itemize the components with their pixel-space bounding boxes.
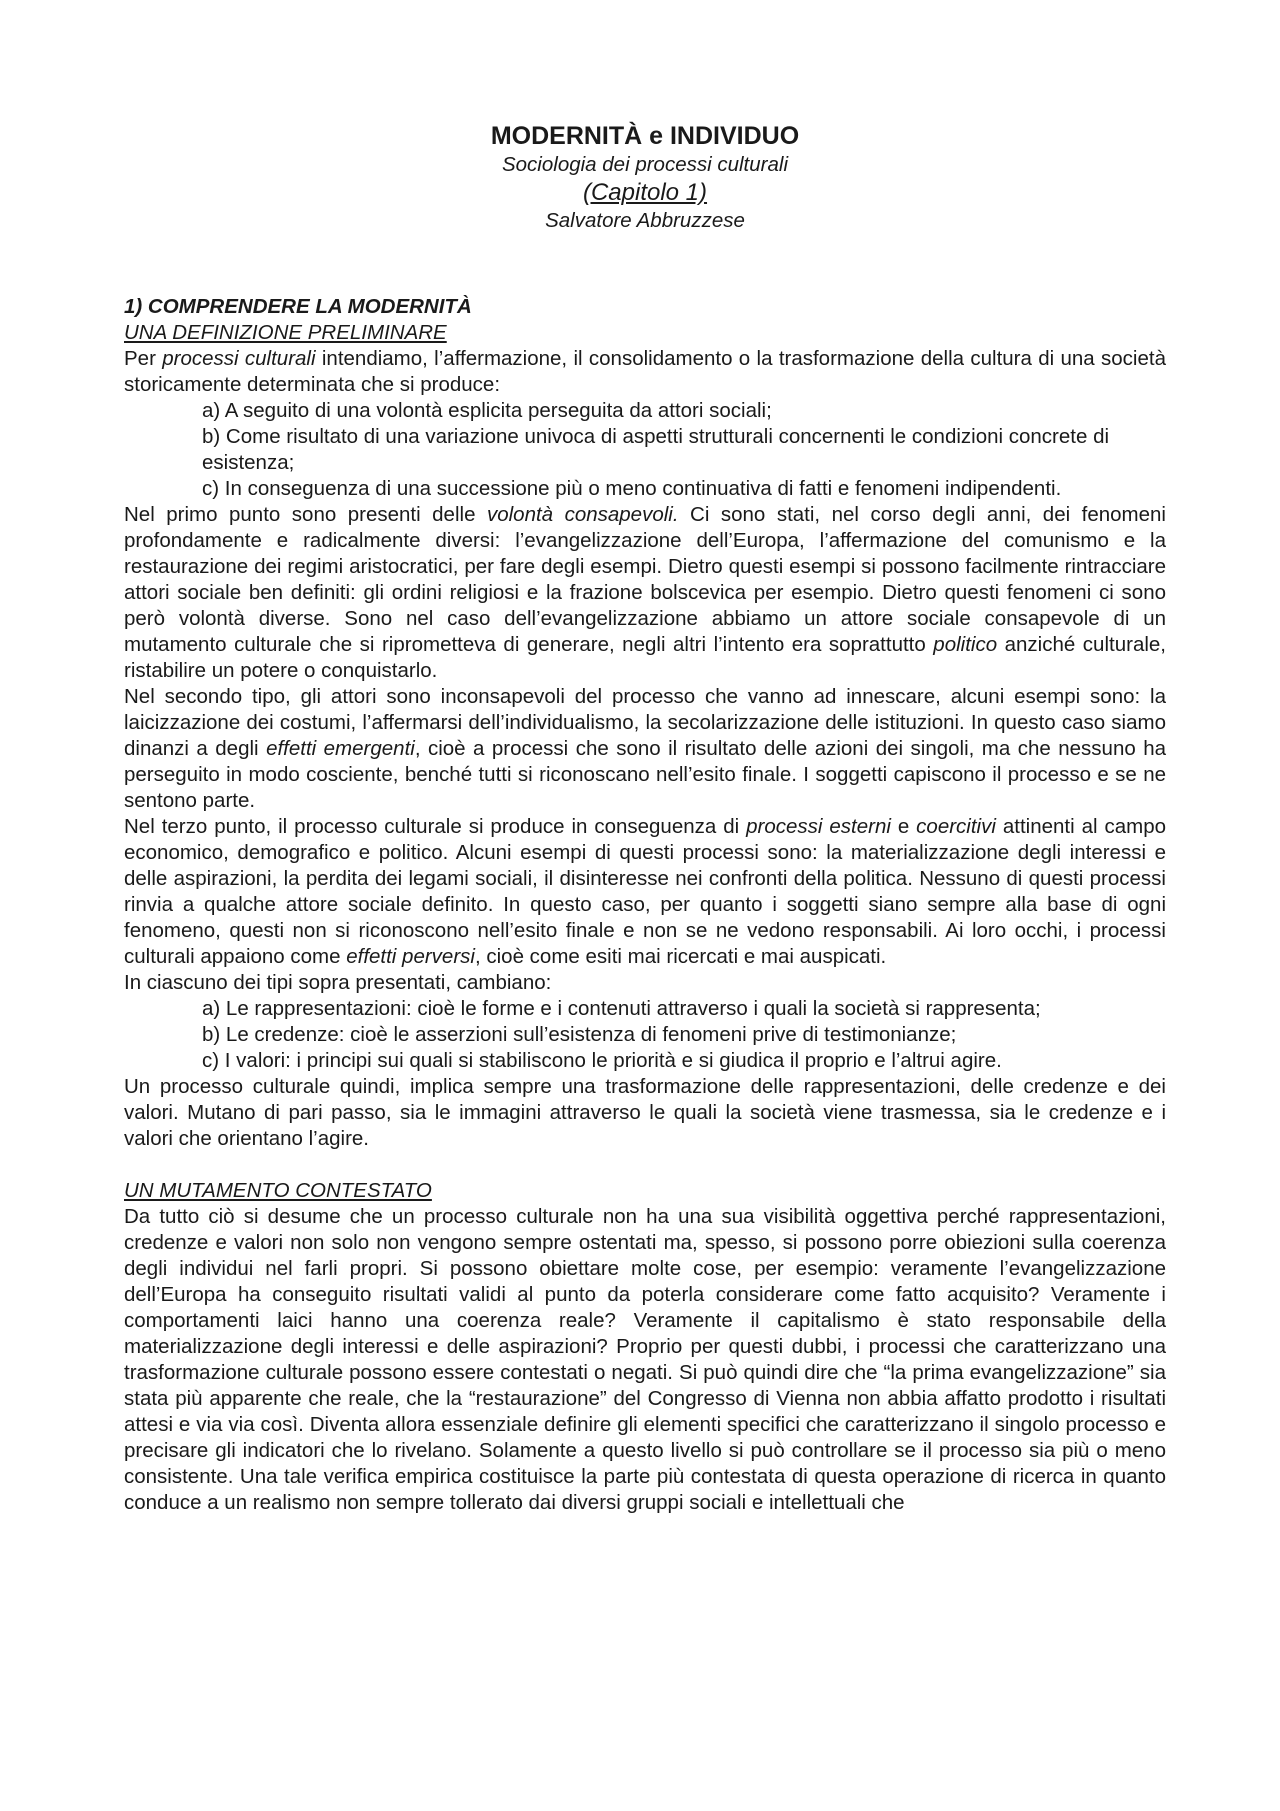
list-item: b) Come risultato di una variazione univoca di aspetti strutturali concernenti le condizioni concrete di esistenza;	[202, 425, 1110, 474]
paragraph-summary: Un processo culturale quindi, implica sempre una trasformazione delle rappresentazioni, delle credenze e dei valori. Mutano di pari passo, sia le immagini attraverso le quali la società viene trasmessa, sia le credenze e i valori che orientano l’agire.	[124, 1075, 1166, 1150]
paragraph-second-type: Nel secondo tipo, gli attori sono inconsapevoli del processo che vanno ad innescare, alcuni esempi sono: la laicizzazione dei costumi, l’affermarsi dell’individualismo, la secolarizzazione delle istituzioni. In questo caso siamo dinanzi a degli effetti emergenti, cioè a processi che sono il risultato delle azioni dei singoli, ma che nessuno ha perseguito in modo cosciente, benché tutti si riconoscano nell’esito finale. I soggetti capiscono il processo e se ne sentono parte.	[124, 685, 1167, 812]
document-header	[124, 120, 1166, 234]
paragraph-changes-intro: In ciascuno dei tipi sopra presentati, cambiano:	[124, 971, 552, 994]
subheading-contested-change: UN MUTAMENTO CONTESTATO	[124, 1179, 432, 1202]
chapter-label: (Capitolo 1)	[582, 179, 708, 206]
subheading-preliminary-definition: UNA DEFINIZIONE PRELIMINARE	[124, 321, 447, 344]
section-heading: 1) COMPRENDERE LA MODERNITÀ	[124, 295, 472, 318]
list-item: a) A seguito di una volontà esplicita perseguita da attori sociali;	[202, 399, 772, 422]
list-item: a) Le rappresentazioni: cioè le forme e i contenuti attraverso i quali la società si rappresenta;	[202, 997, 1041, 1020]
document-page	[124, 120, 1166, 1516]
list-item: c) In conseguenza di una successione più o meno continuativa di fatti e fenomeni indipendenti.	[202, 477, 1062, 500]
paragraph-third-type: Nel terzo punto, il processo culturale si produce in conseguenza di processi esterni e coercitivi attinenti al campo economico, demografico e politico. Alcuni esempi di questi processi sono: la materializzazione degli interessi e delle aspirazioni, la perdita dei legami sociali, il disinteresse nei confronti della politica. Nessuno di questi processi rinvia a qualche attore sociale definito. In questo caso, per quanto i soggetti siano sempre alla base di ogni fenomeno, questi non si riconoscono nell’esito finale e non se ne vedono responsabili. Ai loro occhi, i processi culturali appaiono come effetti perversi, cioè come esiti mai ricercati e mai auspicati.	[124, 815, 1167, 968]
paragraph-contested-change: Da tutto ciò si desume che un processo culturale non ha una sua visibilità oggettiva perché rappresentazioni, credenze e valori non solo non vengono sempre ostentati ma, spesso, si possono porre obiezioni sulla coerenza degli individui nel farli propri. Si possono obiettare molte cose, per esempio: veramente l’evangelizzazione dell’Europa ha conseguito risultati validi al punto da poterla considerare come fatto acquisito? Veramente i comportamenti laici hanno una coerenza reale? Veramente il capitalismo è stato responsabile della materializzazione degli interessi e delle aspirazioni? Proprio per questi dubbi, i processi che caratterizzano una trasformazione culturale possono essere contestati o negati. Si può quindi dire che “la prima evangelizzazione” sia stata più apparente che reale, che la “restaurazione” del Congresso di Vienna non abbia affatto prodotto i risultati attesi e via via così. Diventa allora essenziale definire gli elementi specifici che caratterizzano il singolo processo e precisare gli indicatori che lo rivelano. Solamente a questo livello si può controllare se il processo sia più o meno consistente. Una tale verifica empirica costituisce la parte più contestata di questa operazione di ricerca in quanto conduce a un realismo non sempre tollerato dai diversi gruppi sociali e intellettuali che	[124, 1205, 1166, 1514]
list-item: c) I valori: i principi sui quali si stabiliscono le priorità e si giudica il proprio e l’altrui agire.	[202, 1049, 1002, 1072]
document-title: MODERNITÀ e INDIVIDUO	[490, 122, 800, 150]
paragraph-definition: Per processi culturali intendiamo, l’affermazione, il consolidamento o la trasformazione della cultura di una società storicamente determinata che si produce:	[124, 347, 1166, 396]
list-item: b) Le credenze: cioè le asserzioni sull’esistenza di fenomeni prive di testimonianze;	[202, 1023, 957, 1046]
paragraph-first-type: Nel primo punto sono presenti delle volontà consapevoli. Ci sono stati, nel corso degli anni, dei fenomeni profondamente e radicalmente diversi: l’evangelizzazione dell’Europa, l’affermazione del comunismo e la restaurazione dei regimi aristocratici, per fare degli esempi. Dietro questi esempi si possono facilmente rintracciare attori sociale ben definiti: gli ordini religiosi e la frazione bolscevica per esempio. Dietro questi fenomeni ci sono però volontà diverse. Sono nel caso dell’evangelizzazione abbiamo un attore sociale consapevole di un mutamento culturale che si riprometteva di generare, negli altri l’intento era soprattutto politico anziché culturale, ristabilire un potere o conquistarlo.	[124, 503, 1166, 682]
author-name: Salvatore Abbruzzese	[545, 209, 745, 232]
document-subtitle: Sociologia dei processi culturali	[501, 153, 788, 176]
